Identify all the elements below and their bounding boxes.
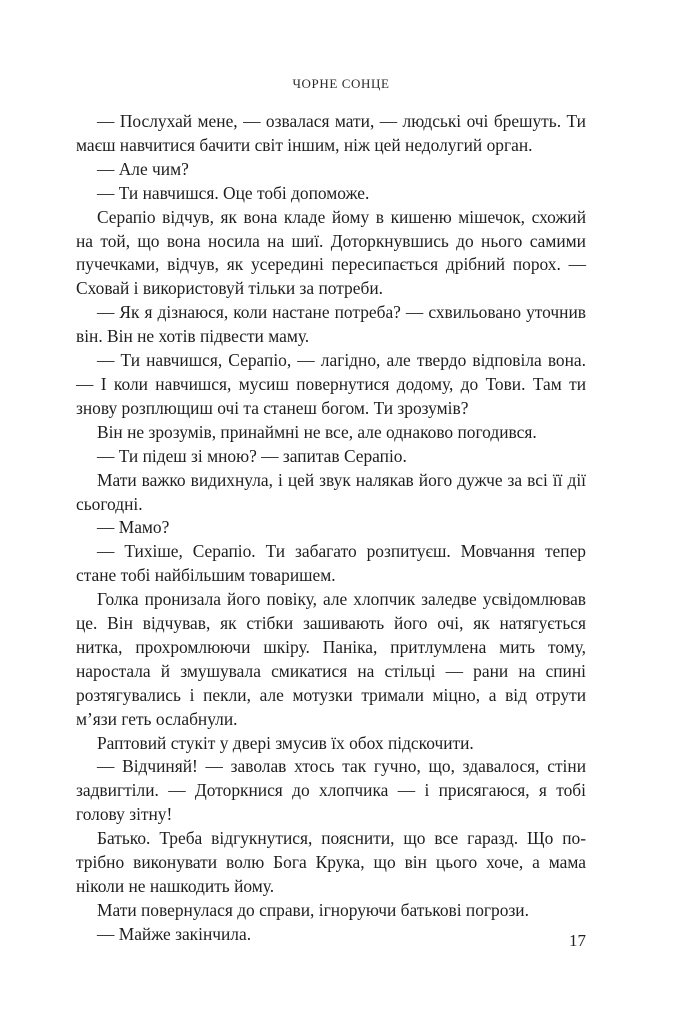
paragraph: Серапіо відчув, як вона кладе йому в кишеню мішечок, схожий на той, що вона носила на шиї. Доторкнувшись до нього самими пучечками, відчув, як усередині пересипається дрібний порох. — Сховай і використовуй тільки за потреби. bbox=[76, 206, 586, 299]
paragraph: — Мамо? bbox=[97, 517, 170, 538]
paragraph: Голка пронизала його повіку, але хлопчик заледве усвідомлював це. Він відчував, як стібки зашивають його очі, як натягується нитка, прохромлюючи шкіру. Паніка, притлумлена мить тому, наростала й змушувала смикатися на стільці — рани на спині розтягувались і пекли, але мотузки тримали міцно, а від отрути м’язи геть ослабнули. bbox=[76, 589, 586, 729]
paragraph: Мати важко видихнула, і цей звук налякав його дужче за всі її дії сьогодні. bbox=[76, 469, 586, 514]
paragraph: — Відчиняй! — заволав хтось так гучно, що, здавалося, стіни задвигтіли. — Доторкнися до хлопчика — і присягаюся, я тобі голову зітну! bbox=[76, 756, 586, 825]
paragraph: Раптовий стукіт у двері змусив їх обох підскочити. bbox=[97, 732, 474, 753]
running-head-title: ЧОРНЕ СОНЦЕ bbox=[292, 76, 390, 91]
body-text bbox=[76, 110, 586, 947]
paragraph: Батько. Треба відгукнутися, пояснити, що все гаразд. Що потрібно виконувати волю Бога Крука, що він цього хоче, а мама ніколи не нашкодить йому. bbox=[76, 828, 586, 896]
paragraph: — Послухай мене, — озвалася мати, — людські очі брешуть. Ти маєш навчитися бачити світ іншим, ніж цей недолугий орган. bbox=[76, 111, 586, 155]
paragraph: Він не зрозумів, принаймні не все, але однаково погодився. bbox=[97, 421, 537, 442]
paragraph: — Як я дізнаюся, коли настане потреба? — схвильовано уточнив він. Він не хотів підвести маму. bbox=[76, 302, 586, 347]
paragraph: — Тихіше, Серапіо. Ти забагато розпитуєш. Мовчання тепер стане тобі найбільшим товаришем. bbox=[76, 541, 586, 586]
paragraph: — Ти навчишся, Серапіо, — лагідно, але твердо відповіла вона. — І коли навчишся, мусиш повернутися додому, до Тови. Там ти знову розплющиш очі та станеш богом. Ти зрозумів? bbox=[76, 350, 586, 418]
paragraph: — Ти підеш зі мною? — запитав Серапіо. bbox=[97, 445, 407, 466]
paragraph: Мати повернулася до справи, ігноруючи батькові погрози. bbox=[97, 899, 529, 920]
paragraph: — Ти навчишся. Оце тобі допоможе. bbox=[97, 182, 370, 203]
page-number: 17 bbox=[569, 931, 586, 950]
paragraph: — Але чим? bbox=[97, 158, 189, 179]
paragraph: — Майже закінчила. bbox=[97, 923, 252, 944]
